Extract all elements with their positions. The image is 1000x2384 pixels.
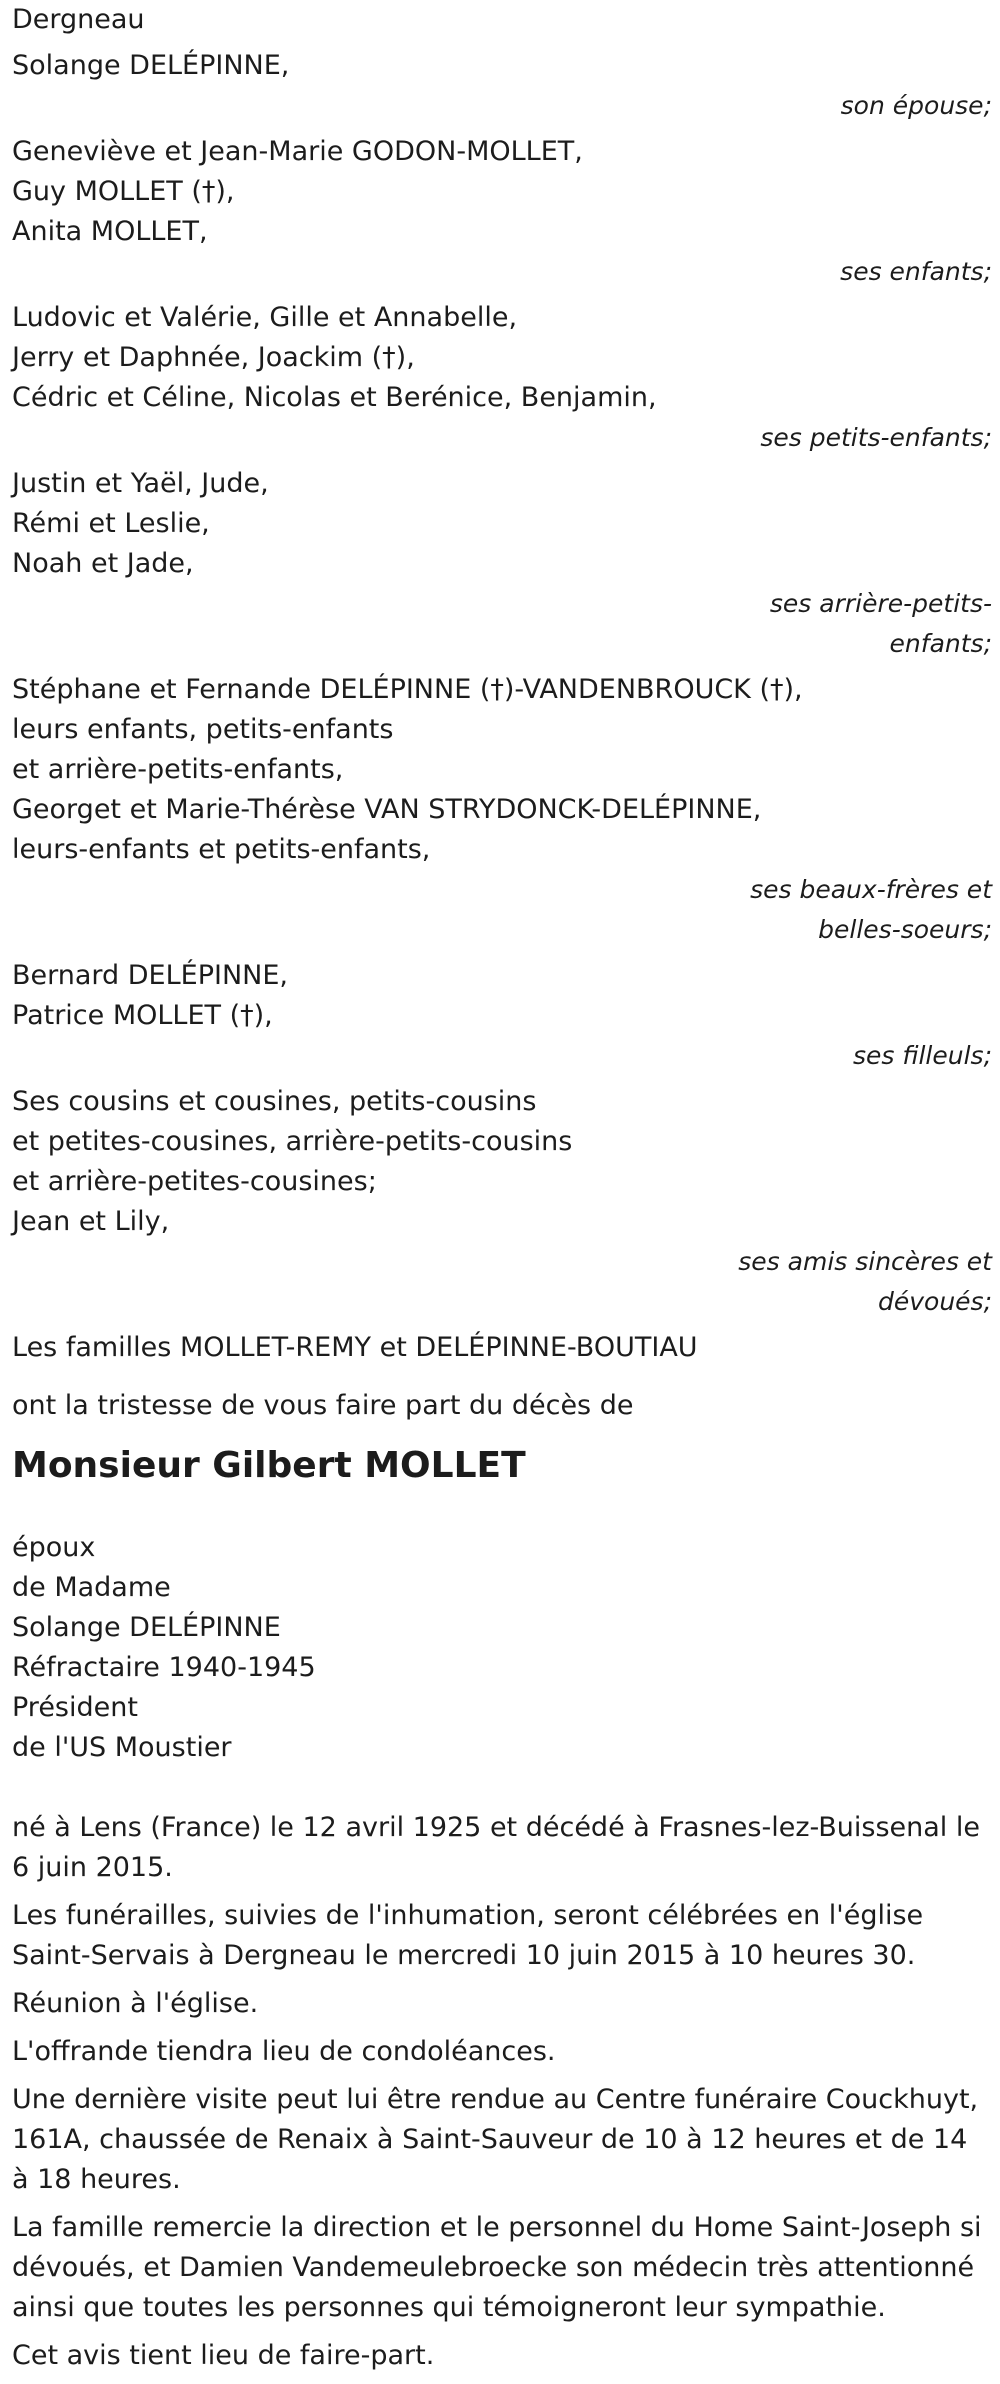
family-line: Jean et Lily, (12, 1206, 170, 1237)
detail-line: de l'US Moustier (12, 1732, 232, 1763)
family-group-in-laws (12, 670, 992, 950)
visit-paragraph: Une dernière visite peut lui être rendue au Centre funéraire Couckhuyt, 161A, chaussée de Renaix à Saint-Sauveur de 10 à 12 heures et de 14 à 18 heures. (12, 2084, 979, 2195)
announcement-text: ont la tristesse de vous faire part du décès de (12, 1390, 634, 1421)
detail-line: Solange DELÉPINNE (12, 1612, 281, 1643)
family-line: Ludovic et Valérie, Gille et Annabelle, (12, 302, 518, 333)
family-line: Justin et Yaël, Jude, (12, 468, 269, 499)
family-line: Stéphane et Fernande DELÉPINNE (†)-VANDENBROUCK (†), (12, 674, 803, 705)
family-line: et petites-cousines, arrière-petits-cousins (12, 1126, 573, 1157)
relation-label: ses amis sincères et (738, 1247, 992, 1276)
family-group-godchildren (12, 956, 992, 1076)
relation-label: enfants; (889, 629, 992, 658)
deceased-name: Monsieur Gilbert MOLLET (12, 1445, 526, 1486)
relation-label: ses petits-enfants; (760, 423, 992, 452)
family-line: Cédric et Céline, Nicolas et Berénice, Benjamin, (12, 382, 657, 413)
relation-label: dévoués; (877, 1287, 992, 1316)
family-line: Rémi et Leslie, (12, 508, 210, 539)
relation-label: son épouse; (840, 91, 992, 120)
thanks-paragraph: La famille remercie la direction et le personnel du Home Saint-Joseph si dévoués, et Damien Vandemeulebroecke son médecin très attentionné ainsi que toutes les personnes qui témoigneront leur sympathie. (12, 2212, 982, 2323)
family-line: Geneviève et Jean-Marie GODON-MOLLET, (12, 136, 583, 167)
family-group-spouse (12, 46, 992, 126)
family-line: et arrière-petits-enfants, (12, 754, 344, 785)
detail-line: Réfractaire 1940-1945 (12, 1652, 316, 1683)
family-line: leurs enfants, petits-enfants (12, 714, 394, 745)
families-section (12, 1328, 992, 1368)
relation-label: ses enfants; (840, 257, 992, 286)
relation-label: ses filleuls; (852, 1041, 992, 1070)
offering-paragraph: L'offrande tiendra lieu de condoléances. (12, 2036, 556, 2067)
family-line: Anita MOLLET, (12, 216, 208, 247)
family-line: Noah et Jade, (12, 548, 194, 579)
closing-paragraph: Cet avis tient lieu de faire-part. (12, 2340, 435, 2371)
birth-death-paragraph: né à Lens (France) le 12 avril 1925 et décédé à Frasnes-lez-Buissenal le 6 juin 2015. (12, 1812, 981, 1883)
obituary-notice (12, 0, 992, 2384)
detail-line: Président (12, 1692, 138, 1723)
deceased-details (12, 1528, 992, 1768)
family-line: Bernard DELÉPINNE, (12, 960, 288, 991)
family-line: Solange DELÉPINNE, (12, 50, 290, 81)
family-line: Patrice MOLLET (†), (12, 1000, 273, 1031)
family-group-children (12, 132, 992, 292)
family-line: leurs-enfants et petits-enfants, (12, 834, 431, 865)
relation-label: ses arrière-petits- (769, 589, 992, 618)
detail-line: de Madame (12, 1572, 171, 1603)
family-group-great-grandchildren (12, 464, 992, 664)
family-line: Jerry et Daphnée, Joackim (†), (12, 342, 415, 373)
place-header: Dergneau (12, 4, 145, 35)
funeral-paragraph: Les funérailles, suivies de l'inhumation, seront célébrées en l'église Saint-Servais à Dergneau le mercredi 10 juin 2015 à 10 heures 30. (12, 1900, 924, 1971)
family-line: Ses cousins et cousines, petits-cousins (12, 1086, 537, 1117)
relation-label: belles-soeurs; (818, 915, 992, 944)
family-line: et arrière-petites-cousines; (12, 1166, 377, 1197)
notice-body (12, 1808, 992, 2376)
family-group-cousins-friends (12, 1082, 992, 1322)
detail-line: époux (12, 1532, 96, 1563)
families-line: Les familles MOLLET-REMY et DELÉPINNE-BOUTIAU (12, 1332, 698, 1363)
family-group-grandchildren (12, 298, 992, 458)
family-line: Guy MOLLET (†), (12, 176, 235, 207)
meeting-paragraph: Réunion à l'église. (12, 1988, 259, 2019)
family-line: Georget et Marie-Thérèse VAN STRYDONCK-DELÉPINNE, (12, 794, 762, 825)
relation-label: ses beaux-frères et (750, 875, 992, 904)
